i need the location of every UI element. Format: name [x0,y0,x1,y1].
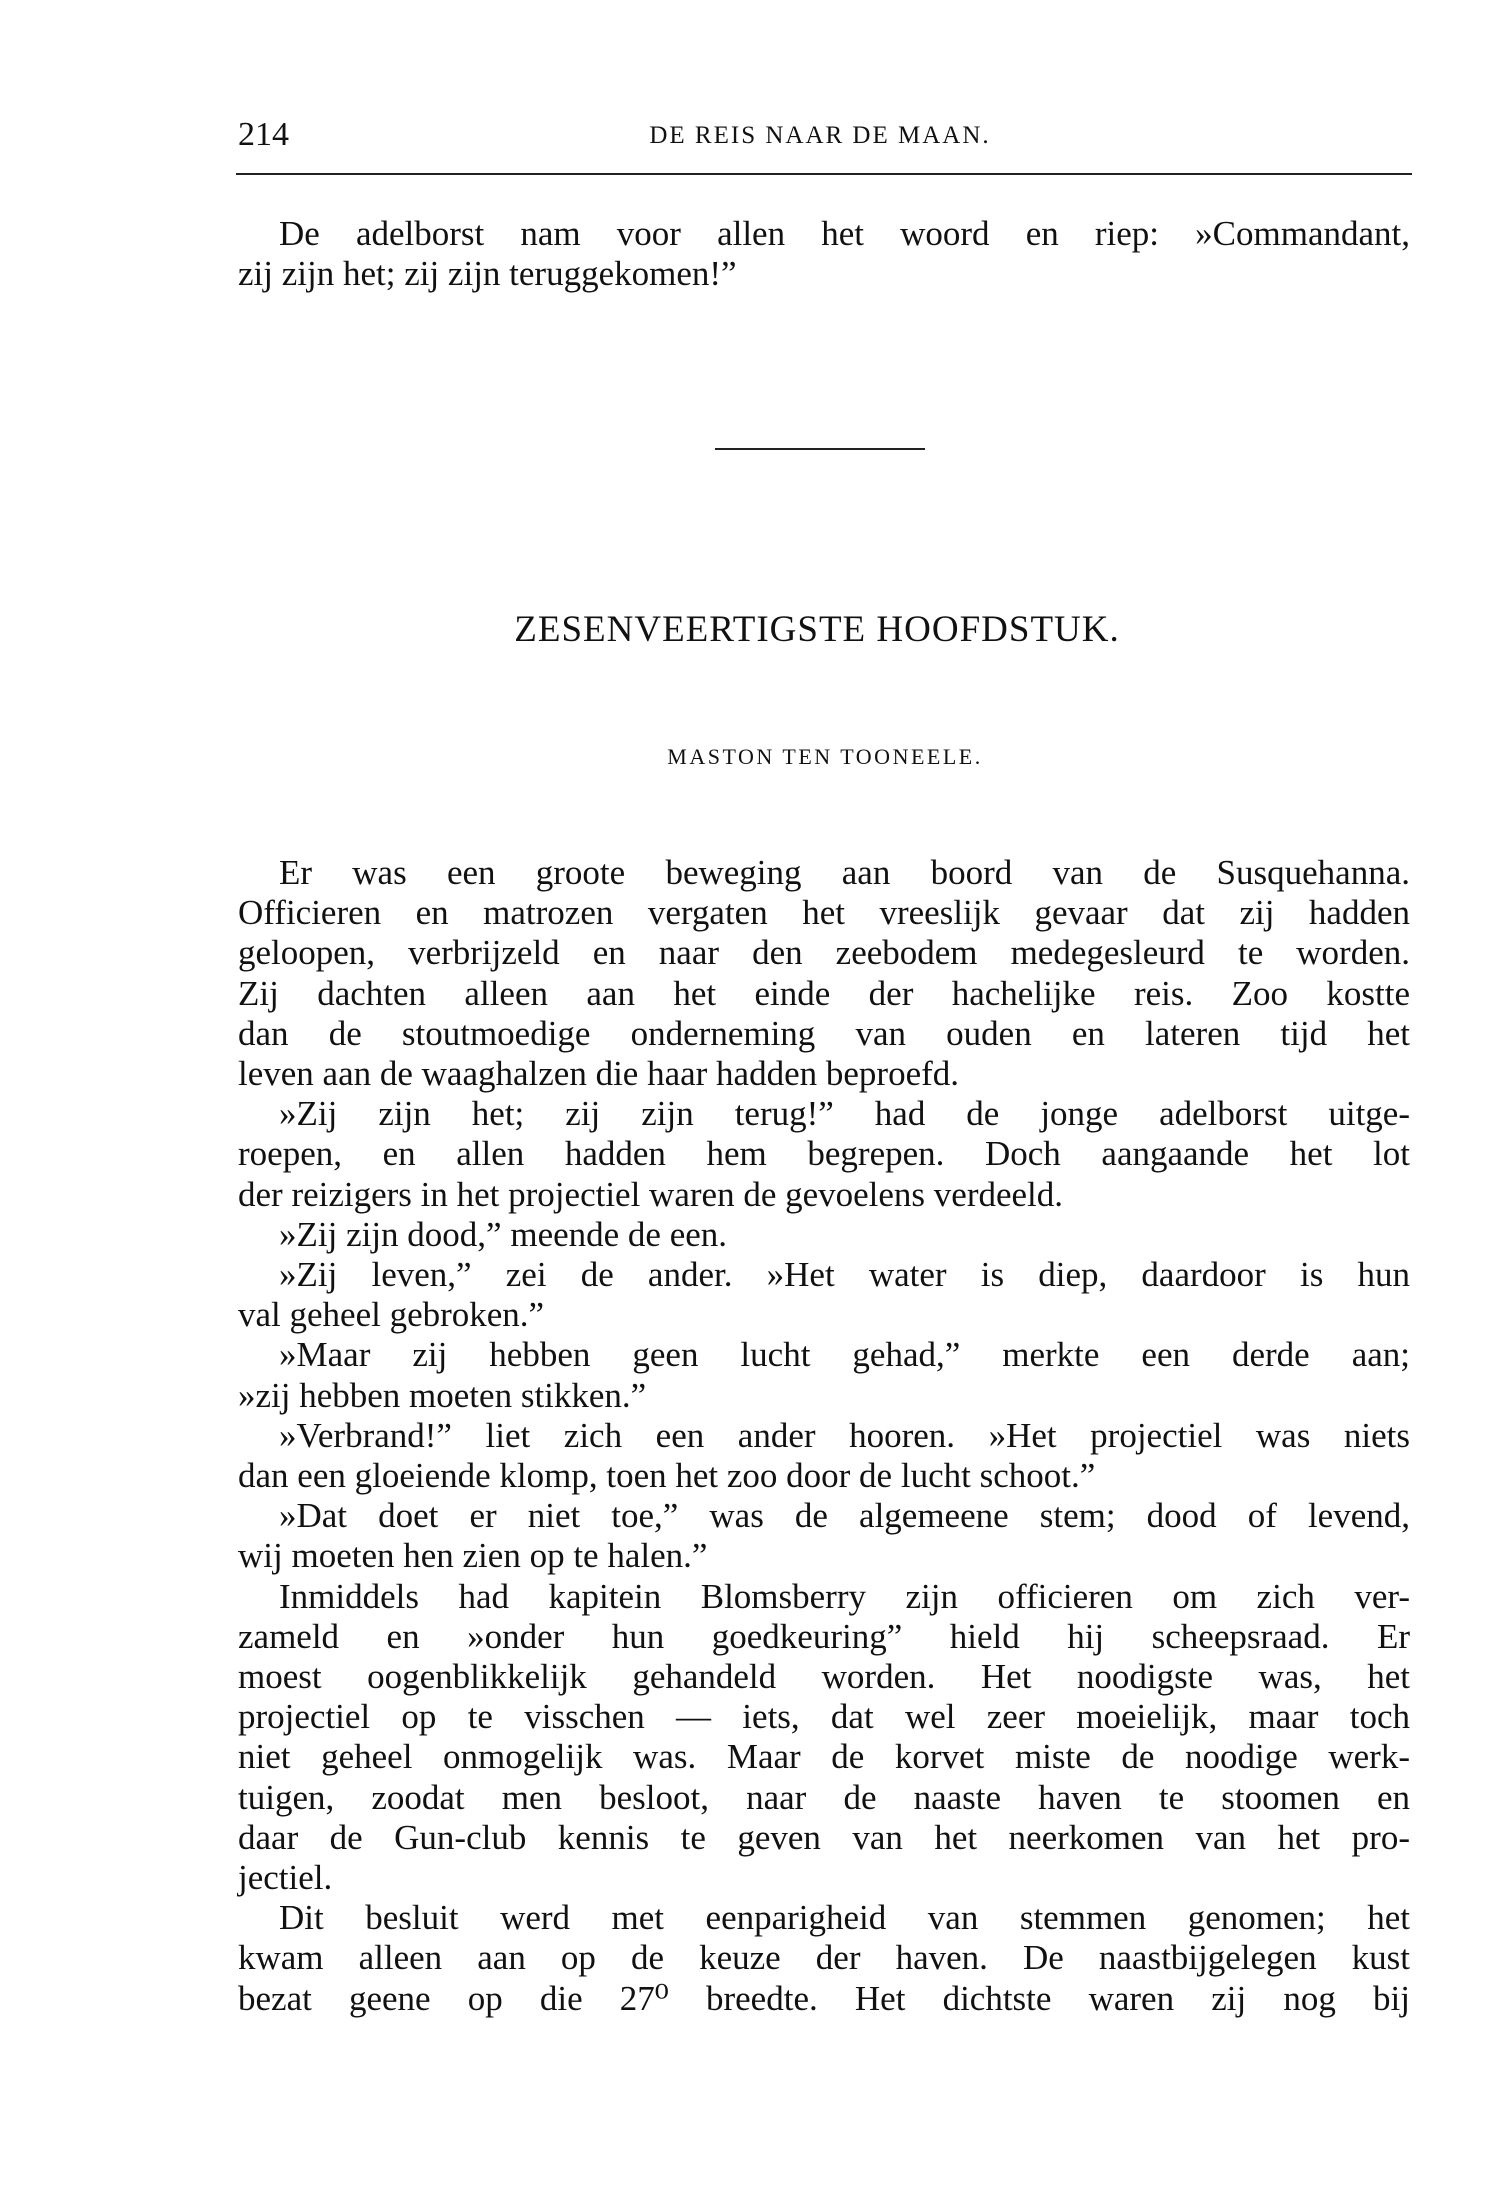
running-title: DE REIS NAAR DE MAAN. [649,122,991,149]
text-line: dan een gloeiende klomp, toen het zoo door de lucht schoot.” [238,1456,1096,1495]
text-line: roepen, en allen hadden hem begrepen. Doch aangaande het lot [238,1134,1410,1174]
section-divider [715,448,925,450]
text-line: val geheel gebroken.” [238,1295,545,1335]
text-line: Officieren en matrozen vergaten het vreeslijk gevaar dat zij hadden [238,893,1410,933]
chapter-subtitle: MASTON TEN TOONEELE. [667,744,983,769]
text-line: niet geheel onmogelijk was. Maar de korvet miste de noodige werk- [238,1737,1410,1777]
header-rule [236,173,1412,175]
text-line: »Dat doet er niet toe,” was de algemeene stem; dood of levend, [279,1496,1410,1536]
text-line: daar de Gun-club kennis te geven van het neerkomen van het pro- [238,1817,1410,1857]
text-line: zij zijn het; zij zijn teruggekomen!” [238,254,737,293]
text-line: Dit besluit werd met eenparigheid van stemmen genomen; het [279,1898,1410,1938]
text-line: tuigen, zoodat men besloot, naar de naaste haven te stoomen en [238,1777,1410,1817]
text-line: »zij hebben moeten stikken.” [238,1375,647,1415]
text-line: bezat geene op die 27⁰ breedte. Het dichtste waren zij nog bij [238,1978,1410,2018]
text-line: Er was een groote beweging aan boord van de Susquehanna. [279,853,1410,892]
text-line: Zij dachten alleen aan het einde der hachelijke reis. Zoo kostte [238,973,1410,1013]
text-line: »Verbrand!” liet zich een ander hooren. »Het projectiel was niets [279,1415,1410,1455]
text-line: »Zij leven,” zei de ander. »Het water is diep, daardoor is hun [279,1255,1410,1294]
text-line: geloopen, verbrijzeld en naar den zeebodem medegesleurd te worden. [238,933,1410,973]
text-line: leven aan de waaghalzen die haar hadden beproefd. [238,1054,960,1093]
text-line: zameld en »onder hun goedkeuring” hield hij scheepsraad. Er [238,1616,1410,1656]
text-line: Inmiddels had kapitein Blomsberry zijn officieren om zich ver- [279,1576,1410,1616]
text-line: »Zij zijn dood,” meende de een. [279,1214,728,1254]
text-line: projectiel op te visschen — iets, dat wel zeer moeielijk, maar toch [238,1697,1410,1737]
text-line: De adelborst nam voor allen het woord en riep: »Commandant, [279,214,1410,253]
text-line: moest oogenblikkelijk gehandeld worden. Het noodigste was, het [238,1657,1410,1696]
text-line: jectiel. [238,1858,333,1897]
page-number: 214 [238,116,289,153]
text-line: kwam alleen aan op de keuze der haven. De naastbijgelegen kust [238,1938,1410,1978]
chapter-title: ZESENVEERTIGSTE HOOFDSTUK. [514,609,1120,650]
text-line: dan de stoutmoedige onderneming van ouden en lateren tijd het [238,1013,1410,1053]
text-line: wij moeten hen zien op te halen.” [238,1536,708,1576]
text-line: »Zij zijn het; zij zijn terug!” had de jonge adelborst uitge- [279,1094,1410,1134]
text-line: »Maar zij hebben geen lucht gehad,” merkte een derde aan; [279,1335,1410,1375]
text-line: der reizigers in het projectiel waren de gevoelens verdeeld. [238,1174,1064,1214]
